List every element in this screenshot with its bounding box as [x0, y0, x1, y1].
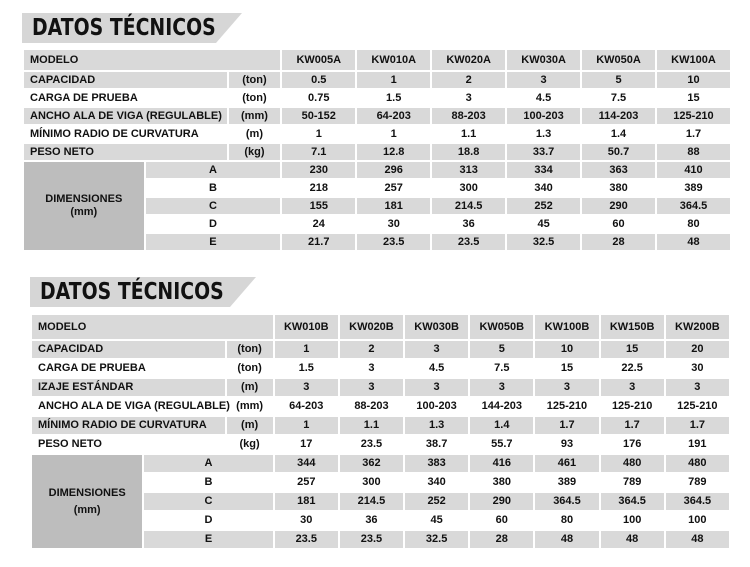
spec-value: 3	[368, 362, 375, 374]
dimension-value: 181	[357, 198, 430, 214]
spec-unit: (m)	[227, 379, 273, 396]
spec-value: 33.7	[507, 144, 580, 160]
dimension-value: 340	[427, 476, 446, 488]
spec-value: 18.8	[432, 144, 505, 160]
spec-unit: (kg)	[239, 438, 260, 450]
spec-value: 7.5	[494, 362, 510, 374]
dimensions-label-cell	[24, 162, 144, 250]
dimension-value: 364.5	[666, 493, 729, 510]
spec-value: 3	[507, 72, 580, 88]
dimension-letter: E	[146, 234, 281, 250]
dimension-value: 290	[582, 198, 655, 214]
dimension-value: 789	[622, 476, 642, 488]
spec-value: 176	[622, 438, 642, 450]
spec-unit: (ton)	[229, 72, 281, 88]
spec-value: 1.3	[405, 417, 468, 434]
dimension-value: 300	[362, 476, 381, 488]
spec-label: CARGA DE PRUEBA	[30, 92, 138, 104]
spec-value: 100-203	[416, 400, 457, 412]
dimension-value: 214.5	[432, 198, 505, 214]
spec-row	[24, 126, 730, 142]
spec-value: 3	[601, 379, 664, 396]
spec-value: 15	[687, 92, 700, 104]
dimension-value: 45	[537, 218, 550, 230]
spec-value: 3	[470, 379, 533, 396]
dimension-value: 45	[430, 514, 443, 526]
dimension-value: 364.5	[657, 198, 730, 214]
spec-value: 1.4	[470, 417, 533, 434]
dimension-value: 60	[612, 218, 625, 230]
spec-label: MÍNIMO RADIO DE CURVATURA	[30, 128, 199, 140]
spec-row	[32, 417, 729, 434]
model-name: KW010A	[357, 50, 430, 70]
dimension-letter: D	[204, 514, 213, 526]
spec-row	[32, 379, 729, 396]
spec-value: 3	[405, 341, 468, 358]
dimension-value: 340	[534, 182, 553, 194]
spec-row	[32, 360, 729, 377]
spec-value: 3	[275, 379, 338, 396]
dimensions-unit: (mm)	[70, 206, 98, 218]
dimension-value: 36	[365, 514, 378, 526]
dimension-value: 155	[282, 198, 355, 214]
spec-value: 1.7	[666, 417, 729, 434]
spec-value: 88-203	[432, 108, 505, 124]
dimensions-label-cell	[32, 455, 142, 548]
spec-value: 50-152	[282, 108, 355, 124]
dimension-letter: A	[146, 162, 281, 178]
model-name: KW010B	[275, 315, 338, 339]
spec-value: 30	[691, 362, 704, 374]
spec-label: ANCHO ALA DE VIGA (REGULABLE)	[24, 108, 227, 124]
model-name: KW020B	[340, 315, 403, 339]
dimension-value: 23.5	[357, 234, 430, 250]
dimension-value: 230	[282, 162, 355, 178]
dimension-value: 389	[557, 476, 577, 488]
dimensions-label: DIMENSIONES	[45, 193, 123, 205]
dimension-value: 461	[535, 455, 598, 472]
spec-unit: (m)	[245, 128, 263, 140]
spec-value: 1	[357, 72, 430, 88]
spec-value: 10	[657, 72, 730, 88]
spec-label: CAPACIDAD	[24, 72, 227, 88]
spec-value: 1.7	[685, 128, 702, 140]
spec-value: 3	[666, 379, 729, 396]
section-1-title: DATOS TÉCNICOS	[32, 15, 216, 41]
dimension-value: 24	[312, 218, 325, 230]
dimension-value: 290	[470, 493, 533, 510]
dimension-value: 257	[297, 476, 316, 488]
spec-label: PESO NETO	[38, 438, 102, 450]
dimension-value: 23.5	[275, 531, 338, 548]
model-name: KW150B	[601, 315, 664, 339]
spec-value: 1.7	[601, 417, 664, 434]
dimension-value: 23.5	[340, 531, 403, 548]
spec-unit: (ton)	[237, 362, 262, 374]
model-name: KW200B	[666, 315, 729, 339]
dimension-value: 23.5	[432, 234, 505, 250]
spec-unit: (m)	[227, 417, 273, 434]
spec-value: 15	[601, 341, 664, 358]
dimension-letter: B	[204, 476, 213, 488]
spec-value: 125-210	[677, 400, 718, 412]
spec-value: 4.5	[428, 362, 445, 374]
model-name: KW100B	[535, 315, 598, 339]
model-name: KW030B	[405, 315, 468, 339]
spec-value: 7.5	[610, 92, 627, 104]
spec-value: 3	[535, 379, 598, 396]
spec-value: 114-203	[582, 108, 655, 124]
spec-row	[32, 398, 729, 415]
spec-value: 93	[560, 438, 574, 450]
dimension-value: 30	[387, 218, 400, 230]
spec-label: CARGA DE PRUEBA	[38, 362, 146, 374]
dimension-value: 28	[470, 531, 533, 548]
dimension-value: 252	[507, 198, 580, 214]
dimension-letter: B	[208, 182, 217, 194]
dimension-value: 48	[601, 531, 664, 548]
spec-label: IZAJE ESTÁNDAR	[32, 379, 225, 396]
dimension-value: 363	[582, 162, 655, 178]
dimension-value: 100	[622, 514, 642, 526]
dimension-row	[32, 455, 729, 472]
dimension-value: 28	[582, 234, 655, 250]
spec-unit: (kg)	[229, 144, 281, 160]
dimension-value: 60	[495, 514, 508, 526]
spec-table-a	[22, 48, 732, 252]
model-name: KW050B	[470, 315, 533, 339]
spec-value: 12.8	[357, 144, 430, 160]
spec-value: 125-210	[611, 400, 653, 412]
table-header-row	[24, 50, 730, 70]
spec-value: 88	[657, 144, 730, 160]
spec-value: 1.4	[610, 128, 627, 140]
spec-unit: (mm)	[236, 400, 264, 412]
model-name: KW050A	[582, 50, 655, 70]
dimension-value: 383	[405, 455, 468, 472]
dimensions-label: DIMENSIONES	[48, 486, 126, 499]
dimension-value: 334	[507, 162, 580, 178]
spec-value: 22.5	[621, 362, 643, 374]
dimension-value: 257	[384, 182, 403, 194]
model-name: KW100A	[657, 50, 730, 70]
dimension-value: 789	[688, 476, 707, 488]
spec-row	[24, 144, 730, 160]
dimension-value: 480	[601, 455, 664, 472]
spec-value: 50.7	[582, 144, 655, 160]
spec-row	[32, 436, 729, 453]
spec-value: 38.7	[425, 438, 448, 450]
dimension-value: 380	[492, 476, 511, 488]
dimension-value: 380	[609, 182, 628, 194]
dimension-value: 416	[470, 455, 533, 472]
spec-value: 144-203	[481, 400, 522, 412]
dimension-value: 364.5	[535, 493, 598, 510]
dimension-letter: E	[144, 531, 272, 548]
spec-value: 17	[300, 438, 313, 450]
spec-value: 10	[535, 341, 598, 358]
spec-value: 1.7	[535, 417, 598, 434]
spec-value: 88-203	[354, 400, 389, 412]
dimension-value: 100	[688, 514, 707, 526]
dimension-value: 313	[432, 162, 505, 178]
dimension-value: 344	[275, 455, 338, 472]
spec-table-b	[30, 313, 731, 550]
spec-value: 1.1	[460, 128, 477, 140]
dimension-value: 480	[666, 455, 729, 472]
dimension-value: 80	[560, 514, 574, 526]
spec-value: 1	[315, 128, 322, 140]
spec-row	[24, 108, 730, 124]
spec-value: 3	[405, 379, 468, 396]
spec-value: 64-203	[289, 400, 324, 412]
spec-value: 1.3	[535, 128, 552, 140]
dimension-value: 80	[687, 218, 700, 230]
spec-unit: (ton)	[227, 341, 273, 358]
dimension-value: 300	[459, 182, 478, 194]
spec-value: 125-210	[546, 400, 588, 412]
dimension-value: 181	[275, 493, 338, 510]
spec-value: 3	[340, 379, 403, 396]
dimension-value: 214.5	[340, 493, 403, 510]
dimension-value: 21.7	[282, 234, 355, 250]
dimension-value: 218	[309, 182, 328, 194]
dimension-row	[24, 162, 730, 178]
spec-value: 1	[275, 417, 338, 434]
spec-value: 1.5	[386, 92, 402, 104]
dimensions-unit: (mm)	[73, 503, 101, 516]
dimension-letter: A	[144, 455, 272, 472]
dimension-value: 36	[462, 218, 475, 230]
spec-value: 23.5	[360, 438, 383, 450]
spec-label: MÍNIMO RADIO DE CURVATURA	[32, 417, 225, 434]
spec-value: 7.1	[282, 144, 355, 160]
model-label: MODELO	[24, 50, 280, 70]
section-2-title: DATOS TÉCNICOS	[40, 279, 224, 305]
spec-row	[24, 72, 730, 88]
spec-value: 2	[432, 72, 505, 88]
dimension-value: 252	[405, 493, 468, 510]
dimension-value: 32.5	[405, 531, 468, 548]
spec-value: 125-210	[657, 108, 730, 124]
spec-value: 100-203	[507, 108, 580, 124]
spec-value: 2	[340, 341, 403, 358]
section-2-banner	[30, 277, 256, 307]
table-header-row	[32, 315, 729, 339]
model-name: KW005A	[282, 50, 355, 70]
spec-value: 5	[582, 72, 655, 88]
dimension-value: 364.5	[601, 493, 664, 510]
dimension-value: 48	[657, 234, 730, 250]
spec-value: 1	[275, 341, 338, 358]
spec-label: CAPACIDAD	[32, 341, 225, 358]
model-label: MODELO	[32, 315, 273, 339]
dimension-value: 296	[357, 162, 430, 178]
spec-row	[32, 341, 729, 358]
spec-value: 191	[688, 438, 707, 450]
dimension-letter: C	[144, 493, 272, 510]
spec-value: 3	[465, 92, 472, 104]
dimension-value: 30	[300, 514, 313, 526]
dimension-value: 48	[666, 531, 729, 548]
spec-value: 1	[390, 128, 397, 140]
spec-value: 55.7	[491, 438, 513, 450]
dimension-value: 48	[535, 531, 598, 548]
spec-value: 20	[666, 341, 729, 358]
section-1-banner	[22, 13, 242, 43]
dimension-value: 362	[340, 455, 403, 472]
spec-value: 15	[560, 362, 574, 374]
spec-value: 1.5	[298, 362, 314, 374]
spec-label: ANCHO ALA DE VIGA (REGULABLE)	[38, 400, 230, 412]
dimension-letter: D	[208, 218, 217, 230]
spec-unit: (mm)	[229, 108, 281, 124]
spec-unit: (ton)	[242, 92, 267, 104]
dimension-value: 410	[657, 162, 730, 178]
model-name: KW020A	[432, 50, 505, 70]
spec-value: 0.75	[308, 92, 330, 104]
dimension-value: 389	[684, 182, 703, 194]
dimension-value: 32.5	[507, 234, 580, 250]
model-name: KW030A	[507, 50, 580, 70]
spec-label: PESO NETO	[24, 144, 227, 160]
spec-value: 1.1	[340, 417, 403, 434]
dimension-letter: C	[146, 198, 281, 214]
spec-value: 4.5	[535, 92, 552, 104]
spec-value: 5	[470, 341, 533, 358]
spec-row	[24, 90, 730, 106]
spec-value: 0.5	[282, 72, 355, 88]
spec-value: 64-203	[357, 108, 430, 124]
